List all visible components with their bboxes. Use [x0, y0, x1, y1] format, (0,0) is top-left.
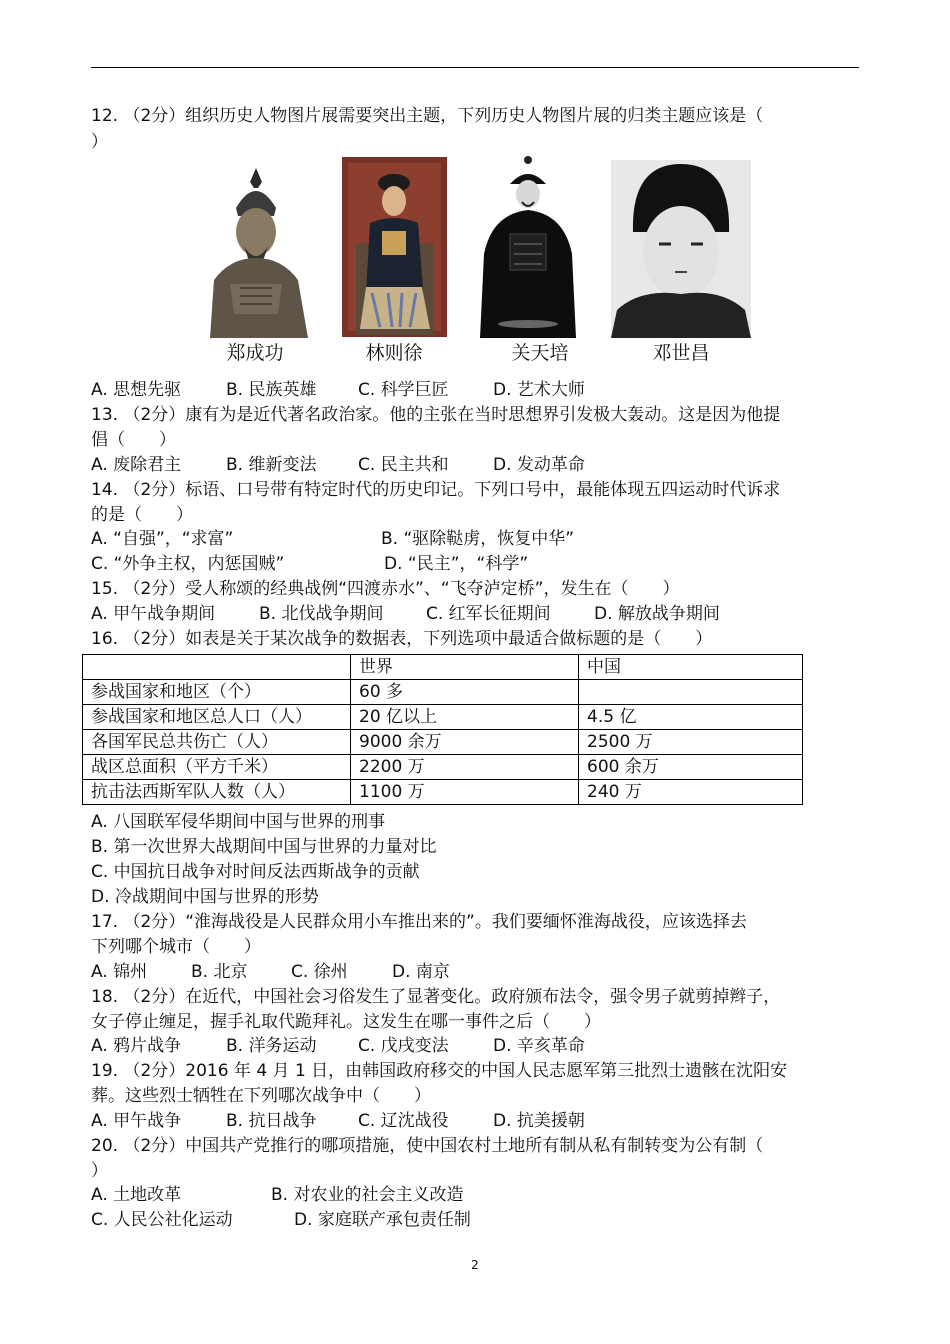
q18-option-b: B. 洋务运动: [226, 1036, 317, 1056]
q19-option-d: D. 抗美援朝: [493, 1111, 585, 1131]
q17-option-b: B. 北京: [191, 962, 248, 982]
q17-option-d: D. 南京: [392, 962, 450, 982]
q13-stem-cont: 倡（ ）: [91, 430, 176, 450]
q15-stem: 15. （2分）受人称颂的经典战例“四渡赤水”、“飞夺泸定桥”，发生在（ ）: [91, 579, 680, 599]
table-cell: 1100 万: [351, 780, 579, 805]
q20-option-c: C. 人民公社化运动: [91, 1210, 233, 1230]
table-cell: 参战国家和地区（个）: [83, 680, 351, 705]
q19-option-b: B. 抗日战争: [226, 1111, 317, 1131]
q13-option-b: B. 维新变法: [226, 455, 317, 475]
table-cell: 各国军民总共伤亡（人）: [83, 730, 351, 755]
war-data-table: [82, 654, 803, 805]
q19-stem-cont: 葬。这些烈士牺牲在下列哪次战争中（ ）: [91, 1086, 431, 1106]
table-header-cell: [83, 655, 351, 680]
q20-option-b: B. 对农业的社会主义改造: [271, 1185, 464, 1205]
table-cell: 4.5 亿: [579, 705, 803, 730]
q20-stem-cont: ）: [91, 1161, 108, 1181]
q16-option-c: C. 中国抗日战争对时间反法西斯战争的贡献: [91, 862, 420, 882]
q18-option-d: D. 辛亥革命: [493, 1036, 585, 1056]
table-header-row: [83, 655, 803, 680]
q13-stem: 13. （2分）康有为是近代著名政治家。他的主张在当时思想界引发极大轰动。这是因为他提: [91, 405, 781, 425]
q14-option-c: C. “外争主权，内惩国贼”: [91, 554, 285, 574]
q15-option-c: C. 红军长征期间: [426, 604, 551, 624]
table-cell: 600 余万: [579, 755, 803, 780]
q14-option-b: B. “驱除鞑虏，恢复中华”: [381, 529, 575, 549]
q16-option-a: A. 八国联军侵华期间中国与世界的刑事: [91, 812, 386, 832]
table-cell: 2200 万: [351, 755, 579, 780]
q14-option-d: D. “民主”，“科学”: [384, 554, 529, 574]
q14-stem-cont: 的是（ ）: [91, 505, 193, 525]
portrait-guan-tianpei: [472, 154, 584, 338]
q20-option-d: D. 家庭联产承包责任制: [294, 1210, 471, 1230]
q20-option-a: A. 土地改革: [91, 1185, 182, 1205]
q16-option-b: B. 第一次世界大战期间中国与世界的力量对比: [91, 837, 437, 857]
q13-option-d: D. 发动革命: [493, 455, 585, 475]
q18-option-c: C. 戊戌变法: [358, 1036, 449, 1056]
q17-stem: 17. （2分）“淮海战役是人民群众用小车推出来的”。我们要缅怀淮海战役，应该选择去: [91, 912, 747, 932]
q17-stem-cont: 下列哪个城市（ ）: [91, 937, 261, 957]
table-row: [83, 680, 803, 705]
q18-stem: 18. （2分）在近代，中国社会习俗发生了显著变化。政府颁布法令，强令男子就剪掉辫子，: [91, 987, 781, 1007]
portrait-lin-zexu: [342, 157, 447, 337]
table-row: [83, 730, 803, 755]
q12-stem-cont: ）: [91, 132, 108, 152]
q18-stem-cont: 女子停止缠足，握手礼取代跪拜礼。这发生在哪一事件之后（ ）: [91, 1012, 601, 1032]
q15-option-a: A. 甲午战争期间: [91, 604, 216, 624]
table-cell: 战区总面积（平方千米）: [83, 755, 351, 780]
table-row: [83, 755, 803, 780]
q12-option-c: C. 科学巨匠: [358, 380, 449, 400]
table-cell: 20 亿以上: [351, 705, 579, 730]
q14-stem: 14. （2分）标语、口号带有特定时代的历史印记。下列口号中，最能体现五四运动时代诉求: [91, 480, 781, 500]
caption-zheng-chenggong: 郑成功: [226, 342, 284, 364]
q18-option-a: A. 鸦片战争: [91, 1036, 182, 1056]
q13-option-c: C. 民主共和: [358, 455, 449, 475]
q19-option-a: A. 甲午战争: [91, 1111, 182, 1131]
q13-option-a: A. 废除君主: [91, 455, 182, 475]
table-row: [83, 705, 803, 730]
table-cell: 2500 万: [579, 730, 803, 755]
q16-stem: 16. （2分）如表是关于某次战争的数据表，下列选项中最适合做标题的是（ ）: [91, 629, 713, 649]
header-rule: [91, 67, 859, 68]
q16-option-d: D. 冷战期间中国与世界的形势: [91, 887, 319, 907]
q17-option-c: C. 徐州: [291, 962, 348, 982]
q19-option-c: C. 辽沈战役: [358, 1111, 449, 1131]
table-cell: 抗击法西斯军队人数（人）: [83, 780, 351, 805]
caption-lin-zexu: 林则徐: [365, 342, 423, 364]
q15-option-b: B. 北伐战争期间: [259, 604, 384, 624]
table-cell: [579, 680, 803, 705]
q12-option-d: D. 艺术大师: [493, 380, 585, 400]
table-header-cell: 世界: [351, 655, 579, 680]
table-row: [83, 780, 803, 805]
q12-option-b: B. 民族英雄: [226, 380, 317, 400]
q14-option-a: A. “自强”，“求富”: [91, 529, 234, 549]
q12-stem: 12. （2分）组织历史人物图片展需要突出主题，下列历史人物图片展的归类主题应该是（: [91, 106, 764, 126]
caption-guan-tianpei: 关天培: [511, 342, 569, 364]
table-cell: 240 万: [579, 780, 803, 805]
table-cell: 参战国家和地区总人口（人）: [83, 705, 351, 730]
q19-stem: 19. （2分）2016 年 4 月 1 日，由韩国政府移交的中国人民志愿军第三批烈士遗骸在沈阳安: [91, 1061, 788, 1081]
table-cell: 60 多: [351, 680, 579, 705]
q17-option-a: A. 锦州: [91, 962, 148, 982]
q15-option-d: D. 解放战争期间: [594, 604, 720, 624]
caption-deng-shichang: 邓世昌: [652, 342, 710, 364]
portrait-zheng-chenggong: [200, 154, 312, 338]
q12-option-a: A. 思想先驱: [91, 380, 182, 400]
table-cell: 9000 余万: [351, 730, 579, 755]
q20-stem: 20. （2分）中国共产党推行的哪项措施，使中国农村土地所有制从私有制转变为公有制（: [91, 1136, 764, 1156]
page-number: 2: [471, 1258, 479, 1272]
portrait-deng-shichang: [611, 160, 751, 338]
table-header-cell: 中国: [579, 655, 803, 680]
